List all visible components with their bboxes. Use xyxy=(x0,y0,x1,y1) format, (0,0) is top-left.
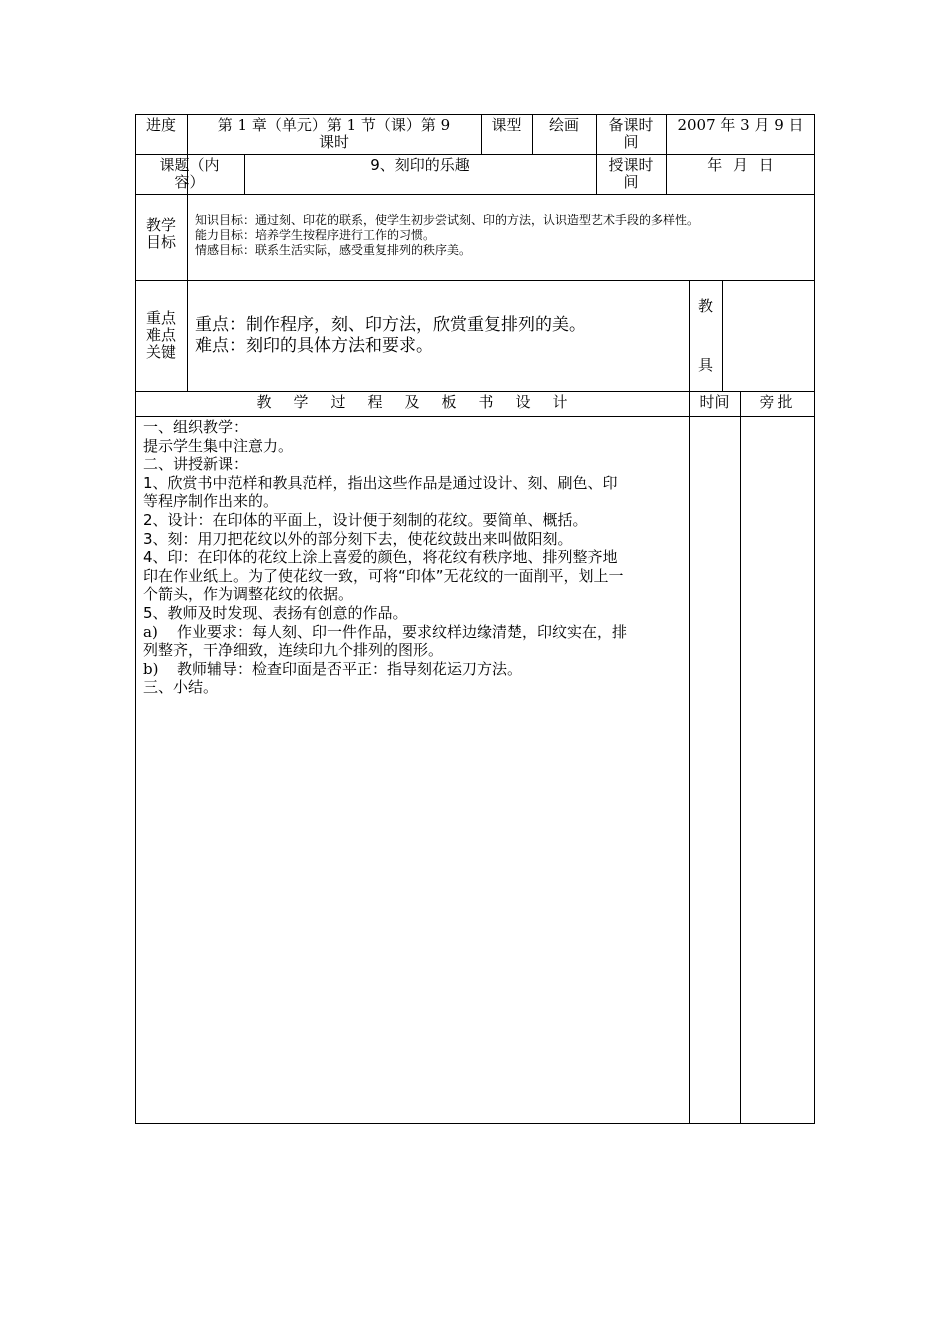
item-b-marker: b) xyxy=(143,659,159,678)
prep-time-label: 备课时 间 xyxy=(608,116,654,151)
process-line: 3、刻：用刀把花纹以外的部分刻下去，使花纹鼓出来叫做阳刻。 xyxy=(143,529,573,548)
progress-line-2: 课时 xyxy=(318,133,349,151)
row-divider xyxy=(135,194,815,195)
process-line: 个箭头，作为调整花纹的依据。 xyxy=(143,585,354,604)
goal-line-emotion: 情感目标：联系生活实际，感受重复排列的秩序美。 xyxy=(195,243,472,257)
tools-label-2: 具 xyxy=(697,356,713,374)
keypoint-focus: 重点：制作程序，刻、印方法，欣赏重复排列的美。 xyxy=(195,315,586,335)
tools-label-1: 教 xyxy=(697,297,713,315)
col-divider xyxy=(689,391,690,1124)
row-divider xyxy=(135,280,815,281)
col-divider xyxy=(722,280,723,391)
progress-label: 进度 xyxy=(145,116,176,134)
process-item-b: b) 教师辅导：检查印面是否平正：指导刻花运刀方法。 xyxy=(143,659,523,678)
lesson-type-value: 绘画 xyxy=(548,116,579,134)
row-divider xyxy=(135,154,815,155)
keypoints-content xyxy=(195,315,685,357)
process-closing: 三、小结。 xyxy=(143,678,219,697)
col-divider xyxy=(187,194,188,391)
process-line: 等程序制作出来的。 xyxy=(143,492,279,511)
progress-value xyxy=(187,117,481,151)
process-item-a-cont: 列整齐，干净细致，连续印九个排列的图形。 xyxy=(143,641,444,660)
process-line: 2、设计：在印体的平面上，设计便于刻制的花纹。要简单、概括。 xyxy=(143,510,588,529)
teach-time-value: 年 月 日 xyxy=(707,156,774,174)
col-divider xyxy=(689,280,690,391)
keypoint-difficulty: 难点：刻印的具体方法和要求。 xyxy=(195,336,433,356)
topic-label: 课题（内 容） xyxy=(159,156,220,191)
process-line: 印在作业纸上。为了使花纹一致，可将“印体”无花纹的一面削平，划上一 xyxy=(143,566,624,585)
process-line: 4、印：在印体的花纹上涂上喜爱的颜色，将花纹有秩序地、排列整齐地 xyxy=(143,548,618,567)
col-divider xyxy=(740,391,741,1124)
progress-line-1: 第 1 章（单元）第 1 节（课）第 9 xyxy=(217,116,451,134)
time-heading: 时间 xyxy=(699,393,730,411)
notes-heading: 旁批 xyxy=(759,393,796,411)
goals-content xyxy=(195,213,810,258)
row-divider xyxy=(135,416,815,417)
process-line: 二、讲授新课： xyxy=(143,455,249,474)
lesson-type-label: 课型 xyxy=(491,116,522,134)
topic-value: 9、刻印的乐趣 xyxy=(370,156,470,174)
row-divider xyxy=(135,391,815,392)
goal-line-ability: 能力目标：培养学生按程序进行工作的习惯。 xyxy=(195,228,436,242)
goal-line-knowledge: 知识目标：通过刻、印花的联系，使学生初步尝试刻、印的方法，认识造型艺术手段的多样性。 xyxy=(195,213,700,227)
goals-label: 教学 目标 xyxy=(145,216,176,251)
item-a-marker: a) xyxy=(143,622,158,641)
teach-time-label: 授课时 间 xyxy=(608,156,654,191)
process-content xyxy=(143,418,687,697)
process-heading: 教学过程及板书设计 xyxy=(256,393,590,411)
process-line: 1、欣赏书中范样和教具范样，指出这些作品是通过设计、刻、刷色、印 xyxy=(143,473,618,492)
process-line: 提示学生集中注意力。 xyxy=(143,436,294,455)
process-line: 一、组织教学： xyxy=(143,418,249,436)
process-line: 5、教师及时发现、表扬有创意的作品。 xyxy=(143,603,408,622)
keypoints-label: 重点 难点 关键 xyxy=(145,309,176,361)
prep-time-value: 2007 年 3 月 9 日 xyxy=(677,116,804,134)
process-item-a: a) 作业要求：每人刻、印一件作品，要求纹样边缘清楚，印纹实在，排 xyxy=(143,622,628,641)
